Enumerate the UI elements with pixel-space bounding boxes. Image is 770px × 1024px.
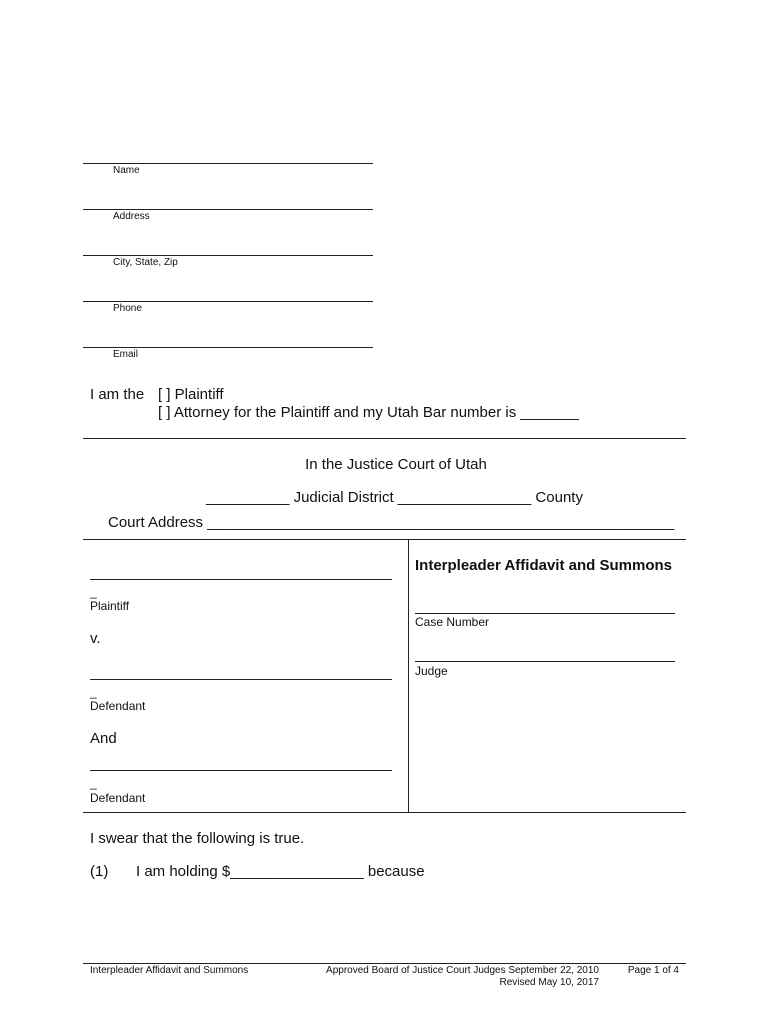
and-label: And xyxy=(90,730,117,747)
versus-label: v. xyxy=(90,630,101,647)
item-number: (1) xyxy=(90,863,109,880)
footer-revised: Revised May 10, 2017 xyxy=(499,977,599,988)
email-label: Email xyxy=(113,349,139,360)
judge-line[interactable] xyxy=(415,661,675,662)
footer-form-name: Interpleader Affidavit and Summons xyxy=(90,965,249,976)
phone-label: Phone xyxy=(113,303,142,314)
caption-bottom-border xyxy=(83,812,686,813)
caption-top-border xyxy=(83,539,686,540)
plaintiff-name-line[interactable] xyxy=(90,579,392,580)
defendant-label-2: Defendant xyxy=(90,791,146,805)
court-address-line[interactable]: Court Address ________________________________________________________ xyxy=(108,514,675,531)
court-title: In the Justice Court of Utah xyxy=(305,456,487,473)
case-number-label: Case Number xyxy=(415,615,490,629)
swear-statement: I swear that the following is true. xyxy=(90,830,305,847)
name-label: Name xyxy=(113,165,140,176)
plaintiff-underscore: _ xyxy=(90,585,97,599)
holding-amount-line[interactable]: I am holding $________________ because xyxy=(136,863,425,880)
section-divider xyxy=(83,438,686,439)
defendant-underscore-2: _ xyxy=(90,776,97,790)
document-title: Interpleader Affidavit and Summons xyxy=(415,557,672,574)
address-label: Address xyxy=(113,211,150,222)
defendant-underscore-1: _ xyxy=(90,685,97,699)
caption-divider xyxy=(408,539,409,812)
phone-line[interactable] xyxy=(83,301,373,302)
footer-rule xyxy=(83,963,686,964)
defendant-name-line-2[interactable] xyxy=(90,770,392,771)
plaintiff-checkbox-option[interactable]: [ ] Plaintiff xyxy=(158,386,224,403)
defendant-name-line-1[interactable] xyxy=(90,679,392,680)
i-am-the-label: I am the xyxy=(90,386,145,403)
plaintiff-label: Plaintiff xyxy=(90,599,130,613)
district-county-line[interactable]: __________ Judicial District ________________ County xyxy=(206,489,583,506)
city-state-zip-label: City, State, Zip xyxy=(113,257,178,268)
address-line[interactable] xyxy=(83,209,373,210)
email-line[interactable] xyxy=(83,347,373,348)
name-line[interactable] xyxy=(83,163,373,164)
judge-label: Judge xyxy=(415,664,448,678)
city-state-zip-line[interactable] xyxy=(83,255,373,256)
footer-approved: Approved Board of Justice Court Judges September 22, 2010 xyxy=(326,965,599,976)
case-number-line[interactable] xyxy=(415,613,675,614)
footer-page-number: Page 1 of 4 xyxy=(627,965,679,976)
defendant-label-1: Defendant xyxy=(90,699,146,713)
attorney-checkbox-option[interactable]: [ ] Attorney for the Plaintiff and my Utah Bar number is _______ xyxy=(158,404,579,421)
